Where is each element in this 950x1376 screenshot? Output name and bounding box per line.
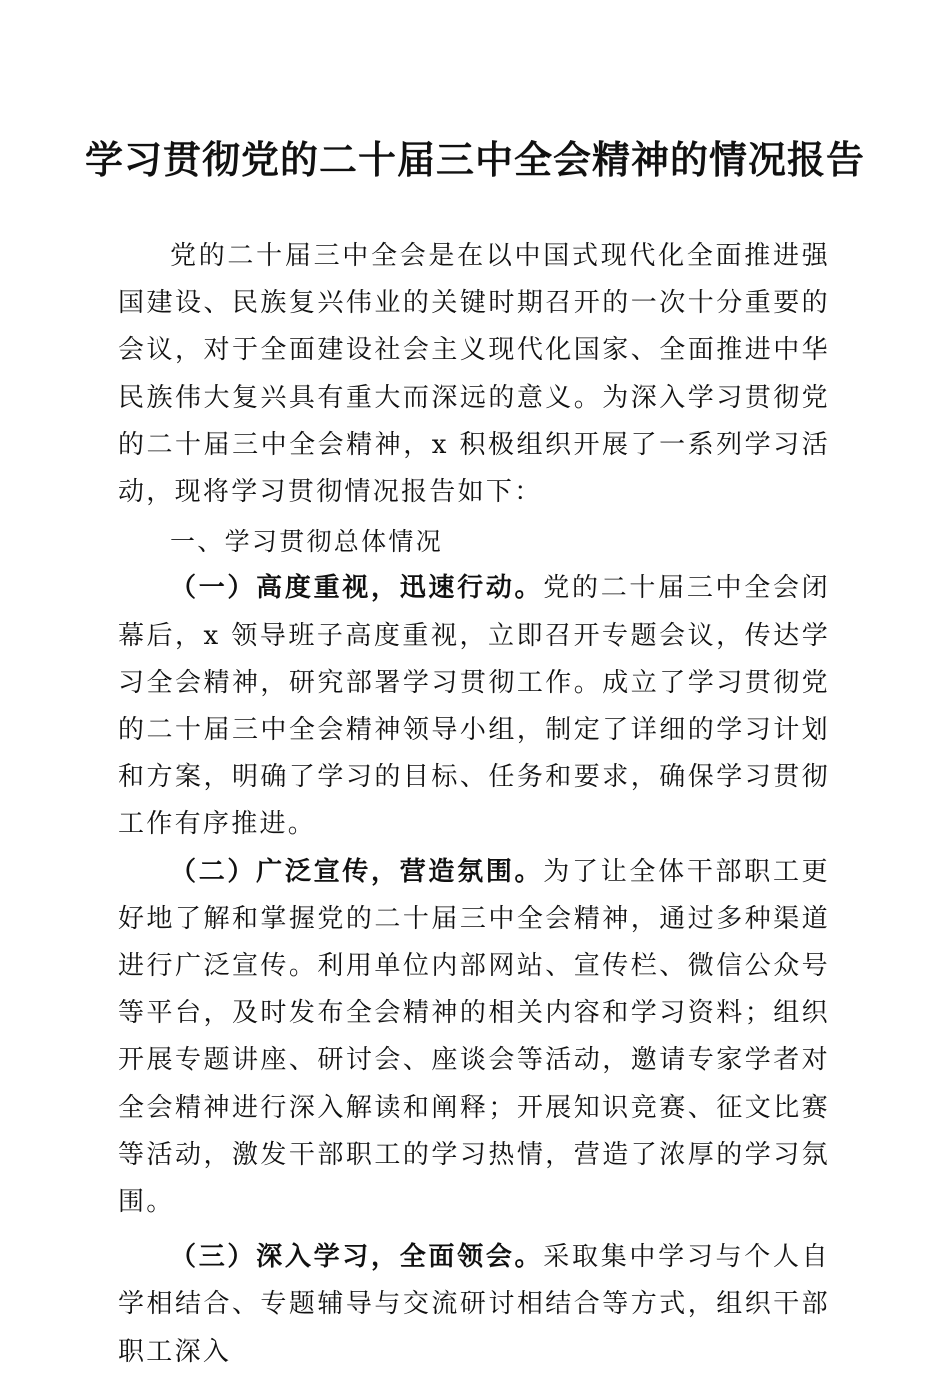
paragraph-lead: （一）高度重视，迅速行动。 xyxy=(170,573,544,604)
intro-paragraph: 党的二十届三中全会是在以中国式现代化全面推进强国建设、民族复兴伟业的关键时期召开的一次十分重要的会议，对于全面建设社会主义现代化国家、全面推进中华民族伟大复兴具有重大而深远的意义。为深入学习贯彻党的二十届三中全会精神，x 积极组织开展了一系列学习活动，现将学习贯彻情况报告如下： xyxy=(118,241,830,508)
paragraph-text: 为了让全体干部职工更好地了解和掌握党的二十届三中全会精神，通过多种渠道进行广泛宣传。利用单位内部网站、宣传栏、微信公众号等平台，及时发布全会精神的相关内容和学习资料；组织开展专题讲座、研讨会、座谈会等活动，邀请专家学者对全会精神进行深入解读和阐释；开展知识竞赛、征文比赛等活动，激发干部职工的学习热情，营造了浓厚的学习氛围。 xyxy=(118,856,830,1218)
document-body xyxy=(118,233,830,1376)
paragraph-item-1 xyxy=(118,565,830,848)
paragraph-item-3 xyxy=(118,1234,830,1376)
section-heading: 一、学习贯彻总体情况 xyxy=(170,527,444,557)
paragraph-text: 采取集中学习与个人自学相结合、专题辅导与交流研讨相结合等方式，组织干部职工深入 xyxy=(118,1242,830,1367)
paragraph-item-2 xyxy=(118,849,830,1227)
paragraph-lead: （三）深入学习，全面领会。 xyxy=(170,1242,544,1273)
document-title: 学习贯彻党的二十届三中全会精神的情况报告 xyxy=(84,137,865,182)
paragraph-lead: （二）广泛宣传，营造氛围。 xyxy=(170,856,544,887)
paragraph-text: 党的二十届三中全会闭幕后，x 领导班子高度重视，立即召开专题会议，传达学习全会精神，研究部署学习贯彻工作。成立了学习贯彻党的二十届三中全会精神领导小组，制定了详细的学习计划和方案，明确了学习的目标、任务和要求，确保学习贯彻工作有序推进。 xyxy=(118,573,830,840)
